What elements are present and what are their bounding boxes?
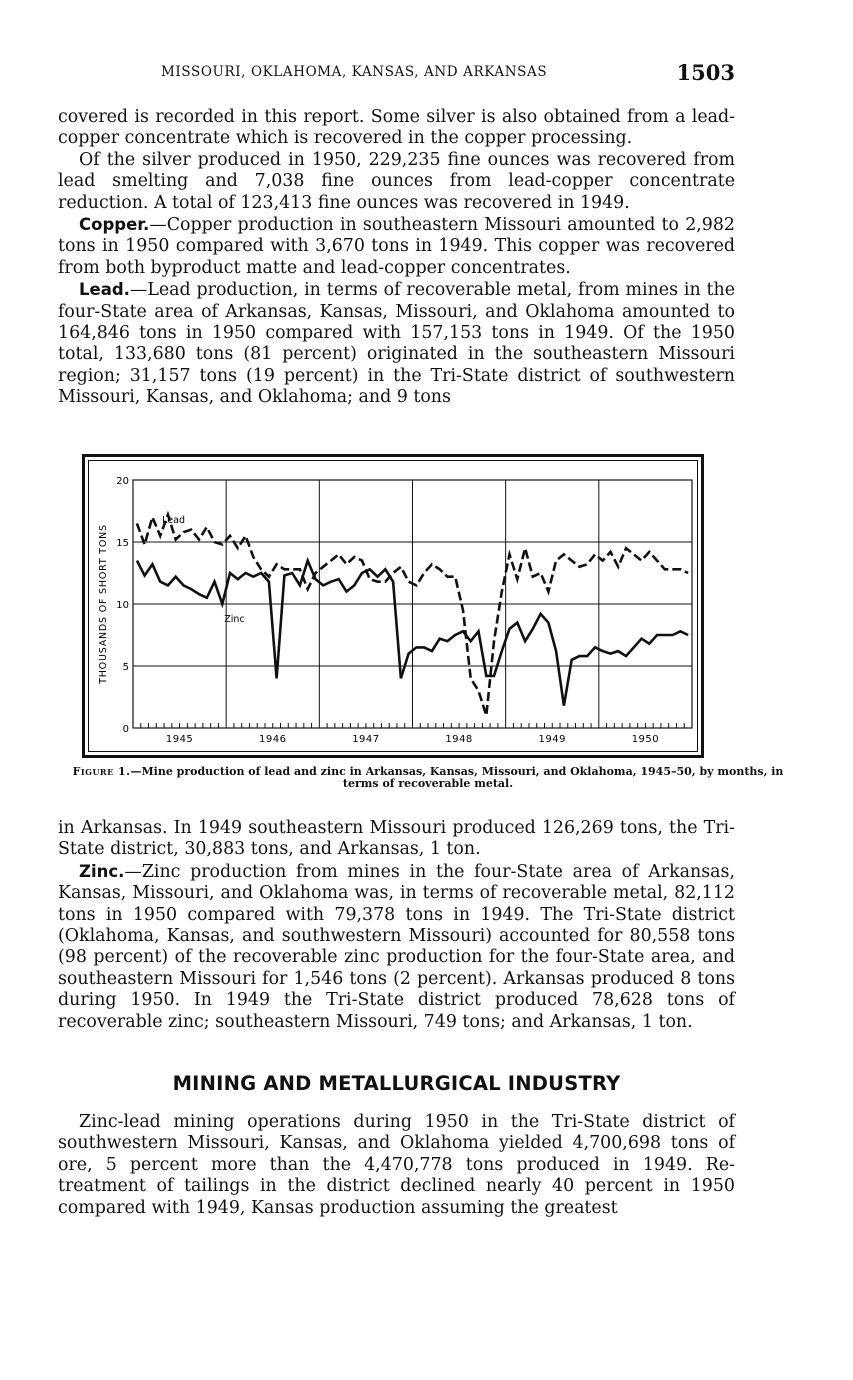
page-number: 1503 <box>676 60 735 85</box>
lead-in-zinc: Zinc. <box>79 861 125 881</box>
running-head: MISSOURI, OKLAHOMA, KANSAS, AND ARKANSAS <box>161 64 548 80</box>
y-tick-label: 0 <box>122 724 129 735</box>
x-tick-label: 1950 <box>631 734 660 745</box>
y-tick-label: 10 <box>116 600 129 611</box>
x-tick-label: 1949 <box>538 734 566 745</box>
body-text-section <box>58 1112 735 1219</box>
y-tick-label: 15 <box>116 538 129 549</box>
paragraph-lead-cont <box>58 818 735 861</box>
paragraph-zinc <box>58 861 735 1033</box>
lead-in-copper: Copper. <box>79 215 150 235</box>
x-tick-label: 1946 <box>259 734 287 745</box>
y-axis-label: THOUSANDS OF SHORT TONS <box>98 524 109 684</box>
paragraph-text: Of the silver produced in 1950, 229,235 fine ounces was recovered from lead smelting and 7,038 fine ounces from lead-copper concentrate reduction. A total of 123,413 fine ounces was recovered in 1949. <box>58 149 735 213</box>
x-tick-label: 1945 <box>165 734 194 745</box>
paragraph-text: covered is recorded in this report. Some silver is also obtained from a lead-copper concentrate which is recovered in the copper processing. <box>58 107 735 149</box>
figure-caption-text: —Mine production of lead and zinc in Arkansas, Kansas, Missouri, and Oklahoma, 1945–50, by months, in terms of recoverable metal. <box>130 765 784 790</box>
figure-caption <box>58 766 798 790</box>
paragraph-silver-cont <box>58 107 735 150</box>
body-text-top <box>58 107 735 409</box>
paragraph-text: Zinc-lead mining operations during 1950 in the Tri-State district of southwestern Missouri, Kansas, and Oklahoma yielded 4,700,698 tons of ore, 5 percent more than the 4,470,778 tons produced in 1949. Re-treatment of tailings in the district declined nearly 40 percent in 1950 compared with 1949, Kansas production assuming the greatest <box>58 1112 735 1218</box>
paragraph-text: —Lead production, in terms of recoverable metal, from mines in the four-State area of Arkansas, Kansas, Missouri, and Oklahoma amounted to 164,846 tons in 1950 compared with 157,153 tons in 1949. Of the 1950 total, 133,680 tons (81 percent) originated in the southeastern Missouri region; 31,157 tons (19 percent) in the Tri-State district of southwestern Missouri, Kansas, and Oklahoma; and 9 tons <box>58 280 735 408</box>
paragraph-text: in Arkansas. In 1949 southeastern Missouri produced 126,269 tons, the Tri-State district, 30,883 tons, and Arkansas, 1 ton. <box>58 818 735 860</box>
y-tick-label: 5 <box>122 662 129 673</box>
lead-zinc-chart <box>89 461 703 757</box>
paragraph-text: —Copper production in southeastern Missouri amounted to 2,982 tons in 1950 compared with 3,670 tons in 1949. This copper was recovered from both byproduct matte and lead-copper concentrates. <box>58 215 735 278</box>
paragraph-text: —Zinc production from mines in the four-State area of Arkansas, Kansas, Missouri, and Oklahoma was, in terms of recoverable metal, 82,112 tons in 1950 compared with 79,378 tons in 1949. The Tri-State district (Oklahoma, Kansas, and southwestern Missouri) accounted for 80,558 tons (98 percent) of the recoverable zinc production for the four-State area, and southeastern Missouri for 1,546 tons (2 percent). Arkansas produced 8 tons during 1950. In 1949 the Tri-State district produced 78,628 tons of recoverable zinc; southeastern Missouri, 749 tons; and Arkansas, 1 ton. <box>58 861 735 1032</box>
y-tick-label: 20 <box>116 476 129 487</box>
x-tick-label: 1947 <box>352 734 380 745</box>
paragraph-copper <box>58 214 735 279</box>
series-annotation-lead: Lead <box>162 514 186 526</box>
figure-label: Figure 1. <box>72 765 131 778</box>
paragraph-lead <box>58 279 735 408</box>
section-heading: MINING AND METALLURGICAL INDUSTRY <box>172 1072 621 1095</box>
figure-1-inner <box>88 460 698 752</box>
series-annotation-zinc: Zinc <box>224 614 245 625</box>
body-text-bottom <box>58 818 735 1033</box>
page-header <box>58 60 735 86</box>
paragraph-silver <box>58 150 735 214</box>
figure-1-frame <box>82 454 704 758</box>
lead-in-lead: Lead. <box>79 280 130 300</box>
x-tick-label: 1948 <box>445 734 473 745</box>
paragraph-mining <box>58 1112 735 1219</box>
